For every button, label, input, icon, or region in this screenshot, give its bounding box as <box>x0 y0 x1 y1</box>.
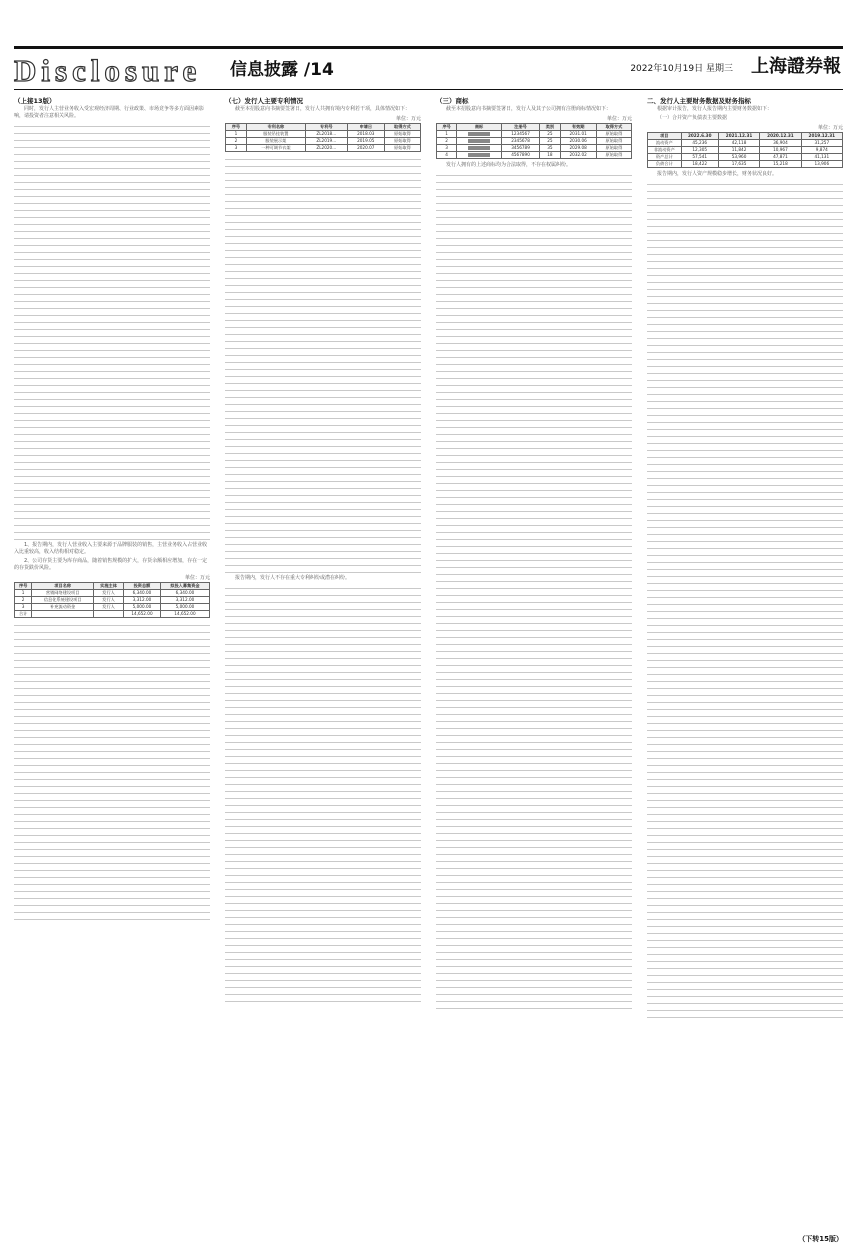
newspaper-logo: 上海證券報 <box>751 56 841 77</box>
table-header: 序号 <box>226 124 247 131</box>
text-block <box>225 584 421 1004</box>
table-cell: 服装吊挂装置 <box>246 131 305 138</box>
table-cell: 2031.01 <box>560 131 596 138</box>
table-cell: 25 <box>540 138 560 145</box>
col4-heading: 二、发行人主要财务数据及财务指标 <box>647 97 751 105</box>
table-header: 投资总额 <box>124 583 161 590</box>
column-2 <box>225 94 421 1232</box>
col4-para-1: 根据审计报告，发行人报告期内主要财务数据如下： <box>657 106 773 112</box>
table-cell: 1 <box>15 590 32 597</box>
col4-table-unit: 单位：万元 <box>817 125 843 131</box>
table-cell: 25 <box>540 131 560 138</box>
trademark-image-icon <box>468 153 490 157</box>
col1-para-1: 同时，发行人主营业务收入受宏观经济周期、行业政策、市场竞争等多方面因素影响，请投资者注意相关风险。 <box>14 106 205 119</box>
table-row <box>15 597 210 604</box>
table-cell: 2019.05 <box>347 138 384 145</box>
col1-table-unit: 单位：万元 <box>184 575 210 581</box>
table-header: 取得方式 <box>596 124 631 131</box>
table-header: 注册号 <box>501 124 540 131</box>
table-header: 取得方式 <box>384 124 420 131</box>
table-cell: 2 <box>15 597 32 604</box>
col2-table <box>225 123 421 152</box>
table-row <box>437 152 632 159</box>
col1-para-3: 2、公司存货主要为库存商品，随着销售规模的扩大，存货余额相应增加，存在一定的存货跌价风险。 <box>14 558 208 571</box>
table-cell: 原始取得 <box>596 152 631 159</box>
table-cell: 原始取得 <box>384 131 420 138</box>
table-header: 有效期 <box>560 124 596 131</box>
table-header: 专利名称 <box>246 124 305 131</box>
table-total-row <box>15 611 210 618</box>
table-cell: 35 <box>540 145 560 152</box>
table-cell: 18 <box>540 152 560 159</box>
table-header: 2022.6.30 <box>681 133 718 140</box>
table-cell: 2029.08 <box>560 145 596 152</box>
table-header: 商标 <box>457 124 502 131</box>
table-cell <box>94 611 124 618</box>
col3-para-1: 截至本招股意向书摘要签署日，发行人及其子公司拥有注册商标情况如下： <box>446 106 612 112</box>
table-header: 拟投入募集资金 <box>160 583 209 590</box>
table-header: 2021.12.31 <box>718 133 759 140</box>
table-cell: 5,000.00 <box>160 604 209 611</box>
disclosure-brand: Disclosure <box>14 53 202 88</box>
col1-para-2: 1、报告期内，发行人营业收入主要来源于品牌服装的销售，主营业务收入占营业收入比重较高，收入结构相对稳定。 <box>14 542 208 555</box>
table-cell: 47,871 <box>760 154 801 161</box>
text-block <box>436 171 632 591</box>
table-cell: 一种可调节衣架 <box>246 145 305 152</box>
table-cell: 3 <box>226 145 247 152</box>
table-cell: 2032.02 <box>560 152 596 159</box>
col3-heading: （三）商标 <box>436 97 469 105</box>
table-cell: 非流动资产 <box>648 147 682 154</box>
table-row <box>648 161 843 168</box>
table-row <box>437 131 632 138</box>
table-cell: 53,960 <box>718 154 759 161</box>
table-cell: 14,652.00 <box>124 611 161 618</box>
table-cell: 45,236 <box>681 140 718 147</box>
trademark-logo <box>457 131 502 138</box>
table-cell: 2 <box>226 138 247 145</box>
table-cell: ZL2018... <box>305 131 347 138</box>
table-cell: 17,635 <box>718 161 759 168</box>
table-row <box>226 145 421 152</box>
col2-heading: （七）发行人主要专利情况 <box>225 97 303 105</box>
table-cell <box>32 611 94 618</box>
table-header: 项目名称 <box>32 583 94 590</box>
table-cell: 6,340.00 <box>124 590 161 597</box>
col4-para-3: 报告期内，发行人资产规模稳步增长，财务状况良好。 <box>657 171 778 177</box>
text-block <box>647 600 843 1020</box>
table-cell: 57,541 <box>681 154 718 161</box>
table-cell: 补充流动资金 <box>32 604 94 611</box>
table-cell: 2018.03 <box>347 131 384 138</box>
table-header: 类别 <box>540 124 560 131</box>
table-cell: 3,312.00 <box>160 597 209 604</box>
table-row <box>648 147 843 154</box>
table-cell: 发行人 <box>94 597 124 604</box>
masthead <box>14 46 843 90</box>
table-cell: ZL2019... <box>305 138 347 145</box>
table-row <box>437 138 632 145</box>
table-row <box>648 140 843 147</box>
table-row <box>226 131 421 138</box>
table-cell: 9,874 <box>801 147 842 154</box>
table-cell: 2020.07 <box>347 145 384 152</box>
table-header: 实施主体 <box>94 583 124 590</box>
col3-table-unit: 单位：万元 <box>606 116 632 122</box>
table-cell: 13,906 <box>801 161 842 168</box>
table-cell: 2345678 <box>501 138 540 145</box>
trademark-logo <box>457 152 502 159</box>
table-cell: 3 <box>15 604 32 611</box>
col1-heading: （上接13版） <box>14 97 56 105</box>
table-cell: 10,967 <box>760 147 801 154</box>
text-block <box>225 155 421 575</box>
table-cell: 合计 <box>15 611 32 618</box>
table-cell: 12,305 <box>681 147 718 154</box>
column-3 <box>436 94 632 1232</box>
table-cell: 42,118 <box>718 140 759 147</box>
col2-para-1: 截至本招股意向书摘要签署日，发行人共拥有境内专利若干项，具体情况如下： <box>235 106 411 112</box>
table-header: 2020.12.31 <box>760 133 801 140</box>
text-block <box>436 591 632 1011</box>
table-cell: 5,000.00 <box>124 604 161 611</box>
table-cell: 3 <box>437 145 457 152</box>
table-cell: 41,131 <box>801 154 842 161</box>
table-cell: 4 <box>437 152 457 159</box>
trademark-logo <box>457 138 502 145</box>
text-block <box>14 621 210 921</box>
col4-table <box>647 132 843 168</box>
table-cell: 14,652.00 <box>160 611 209 618</box>
col2-para-2: 报告期内，发行人不存在重大专利纠纷或潜在纠纷。 <box>235 575 351 581</box>
table-cell: 发行人 <box>94 590 124 597</box>
column-4 <box>647 94 843 1232</box>
table-cell: 2030.06 <box>560 138 596 145</box>
col1-table <box>14 582 210 618</box>
trademark-image-icon <box>468 132 490 136</box>
text-block <box>647 180 843 600</box>
column-1 <box>14 94 210 1232</box>
table-cell: 流动资产 <box>648 140 682 147</box>
table-cell: 发行人 <box>94 604 124 611</box>
table-cell: 31,257 <box>801 140 842 147</box>
table-cell: 1 <box>226 131 247 138</box>
table-row <box>15 590 210 597</box>
table-cell: 3,312.00 <box>124 597 161 604</box>
trademark-image-icon <box>468 139 490 143</box>
continued-note: （下转15版） <box>798 1235 843 1243</box>
table-cell: 18,422 <box>681 161 718 168</box>
table-row <box>15 604 210 611</box>
table-cell: 原始取得 <box>596 145 631 152</box>
table-cell: 资产总计 <box>648 154 682 161</box>
col3-table <box>436 123 632 159</box>
col2-table-unit: 单位：万元 <box>395 116 421 122</box>
table-row <box>437 145 632 152</box>
text-block <box>14 122 210 542</box>
table-cell: 3456789 <box>501 145 540 152</box>
table-cell: 原始取得 <box>384 145 420 152</box>
table-cell: 营销网络建设项目 <box>32 590 94 597</box>
table-cell: 36,904 <box>760 140 801 147</box>
table-cell: 6,340.00 <box>160 590 209 597</box>
table-header: 项目 <box>648 133 682 140</box>
col3-para-2: 发行人拥有的上述商标均为合法取得，不存在权属纠纷。 <box>446 162 572 168</box>
table-cell: 负债合计 <box>648 161 682 168</box>
table-cell: 原始取得 <box>384 138 420 145</box>
table-header: 序号 <box>437 124 457 131</box>
table-cell: 1234567 <box>501 131 540 138</box>
trademark-logo <box>457 145 502 152</box>
table-cell: 1 <box>437 131 457 138</box>
table-header: 申请日 <box>347 124 384 131</box>
table-row <box>226 138 421 145</box>
table-cell: 原始取得 <box>596 138 631 145</box>
table-header: 2019.12.31 <box>801 133 842 140</box>
table-cell: 15,218 <box>760 161 801 168</box>
table-row <box>648 154 843 161</box>
trademark-image-icon <box>468 146 490 150</box>
issue-date: 2022年10月19日 星期三 <box>630 64 733 74</box>
table-header: 序号 <box>15 583 32 590</box>
table-header: 专利号 <box>305 124 347 131</box>
table-cell: 信息化系统建设项目 <box>32 597 94 604</box>
columns <box>14 94 843 1232</box>
table-cell: 11,842 <box>718 147 759 154</box>
table-cell: 2 <box>437 138 457 145</box>
col4-para-2: （一）合并资产负债表主要数据 <box>657 115 728 121</box>
section-title: 信息披露 /14 <box>230 60 334 80</box>
table-cell: 原始取得 <box>596 131 631 138</box>
table-cell: 服装展示架 <box>246 138 305 145</box>
table-cell: 4567890 <box>501 152 540 159</box>
table-cell: ZL2020... <box>305 145 347 152</box>
